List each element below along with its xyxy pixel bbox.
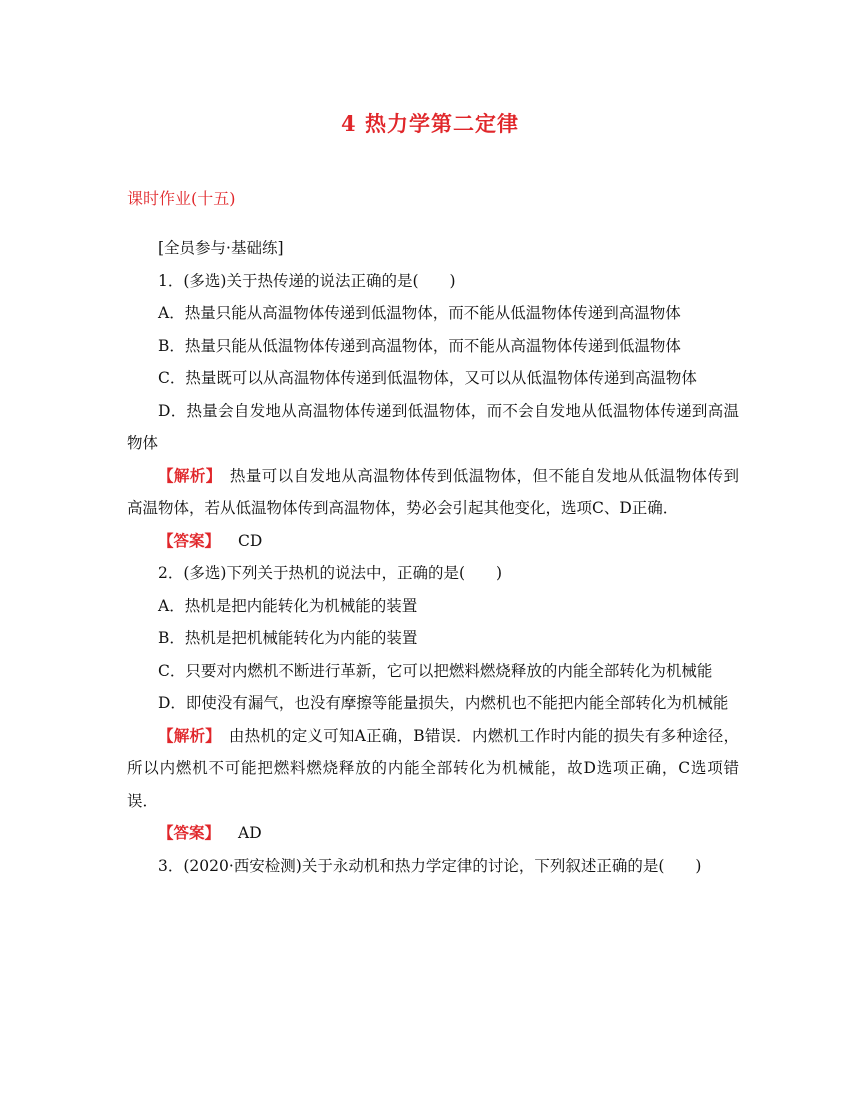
question-3-stem: 3．(2020·西安检测)关于永动机和热力学定律的讨论，下列叙述正确的是( ) — [158, 856, 702, 875]
document-body — [127, 232, 739, 882]
answer-value: CD — [238, 531, 263, 550]
question-1-option-c: C．热量既可以从高温物体传递到低温物体，又可以从低温物体传递到高温物体 — [158, 369, 697, 387]
analysis-tag: 【解析】 — [158, 725, 214, 745]
page-title: 4 热力学第二定律 — [341, 111, 519, 136]
answer-tag: 【答案】 — [158, 823, 221, 842]
question-1-option-d: D．热量会自发地从高温物体传递到低温物体，而不会自发地从低温物体传递到高温物体 — [127, 401, 739, 452]
analysis-text: 热量可以自发地从高温物体传到低温物体，但不能自发地从低温物体传到高温物体，若从低温物体传到高温物体，势必会引起其他变化，选项C、D正确． — [127, 466, 739, 517]
answer-value: AD — [238, 824, 262, 842]
analysis-tag: 【解析】 — [158, 465, 214, 485]
question-1-answer — [127, 525, 739, 558]
question-2-stem: 2．(多选)下列关于热机的说法中，正确的是( ) — [158, 564, 503, 582]
question-1-option-a: A．热量只能从高温物体传递到低温物体，而不能从低温物体传递到高温物体 — [158, 304, 681, 322]
question-2-analysis — [127, 720, 739, 818]
section-label: [全员参与·基础练] — [158, 239, 284, 257]
question-2-answer — [127, 817, 739, 850]
question-2-option-d: D．即使没有漏气，也没有摩擦等能量损失，内燃机也不能把内能全部转化为机械能 — [158, 694, 729, 712]
question-1-analysis — [127, 460, 739, 525]
answer-tag: 【答案】 — [158, 530, 221, 550]
analysis-text: 由热机的定义可知A正确，B错误．内燃机工作时内能的损失有多种途径，所以内燃机不可能把燃料燃烧释放的内能全部转化为机械能，故D选项正确，C选项错误． — [127, 726, 739, 810]
question-1-stem: 1．(多选)关于热传递的说法正确的是( ) — [158, 271, 456, 290]
question-2-option-b: B．热机是把机械能转化为内能的装置 — [158, 629, 418, 647]
question-2-option-a: A．热机是把内能转化为机械能的装置 — [158, 596, 418, 615]
homework-heading: 课时作业(十五) — [127, 189, 236, 208]
question-2-option-c: C．只要对内燃机不断进行革新，它可以把燃料燃烧释放的内能全部转化为机械能 — [158, 661, 713, 680]
question-1-option-b: B．热量只能从低温物体传递到高温物体，而不能从高温物体传递到低温物体 — [158, 336, 681, 355]
